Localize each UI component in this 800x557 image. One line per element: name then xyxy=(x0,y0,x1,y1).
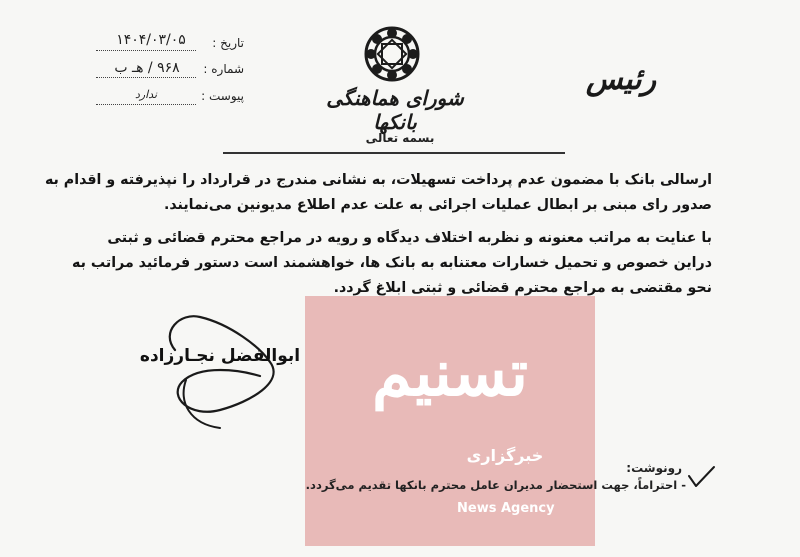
cc-item: - احتراماً، جهت استحضار مدیران عامل محترم بانکها تقدیم می‌گردد. xyxy=(305,478,686,492)
number-value: ۹۶۸ / هـ ب xyxy=(114,60,180,76)
attachment-label: پیوست : xyxy=(201,89,244,103)
body-line-1: ارسالی بانک با مضمون عدم پرداخت تسهیلات، به نشانی مندرج در قرارداد را نپذیرفته و اقدام به xyxy=(44,172,712,188)
body-line-5: نحو مقتضی به مراجع محترم قضائی و ثبتی ابلاغ گردد. xyxy=(333,280,712,296)
body-line-3: با عنایت به مراتب معنونه و نظربه اختلاف دیدگاه و رویه در مراجع محترم قضائی و ثبتی xyxy=(107,230,712,246)
watermark-agency-en: News Agency xyxy=(457,501,555,516)
header-rule xyxy=(223,152,565,154)
invocation: بسمه تعالی xyxy=(365,131,435,145)
body-line-2: صدور رای مبنی بر ابطال عملیات اجرائی به علت عدم اطلاع مدیونین می‌نمایند. xyxy=(163,197,712,213)
number-underline xyxy=(96,77,196,78)
attachment-value: ندارد xyxy=(134,88,158,101)
watermark-brand: تسنیم xyxy=(371,336,529,411)
watermark-agency-fa: خبرگزاری xyxy=(466,446,544,465)
organization-name: شورای هماهنگی بانکها xyxy=(326,86,464,134)
number-label: شماره : xyxy=(203,62,244,76)
check-mark-icon xyxy=(686,464,716,490)
date-label: تاریخ : xyxy=(212,36,244,50)
date-value: ۱۴۰۴/۰۳/۰۵ xyxy=(116,32,186,48)
date-underline xyxy=(96,50,196,51)
news-agency-watermark xyxy=(305,296,595,546)
body-line-4: دراین خصوص و تحمیل خسارات معتنابه به بانک ها، خواهشمند است دستور فرمائید مراتب به xyxy=(72,255,712,271)
attachment-underline xyxy=(96,104,196,105)
cc-title: رونوشت: xyxy=(626,461,682,475)
addressee: رئیس xyxy=(585,62,657,97)
council-emblem xyxy=(362,24,422,84)
signatory-name: ابوالفضل نجـارزاده xyxy=(139,346,301,366)
